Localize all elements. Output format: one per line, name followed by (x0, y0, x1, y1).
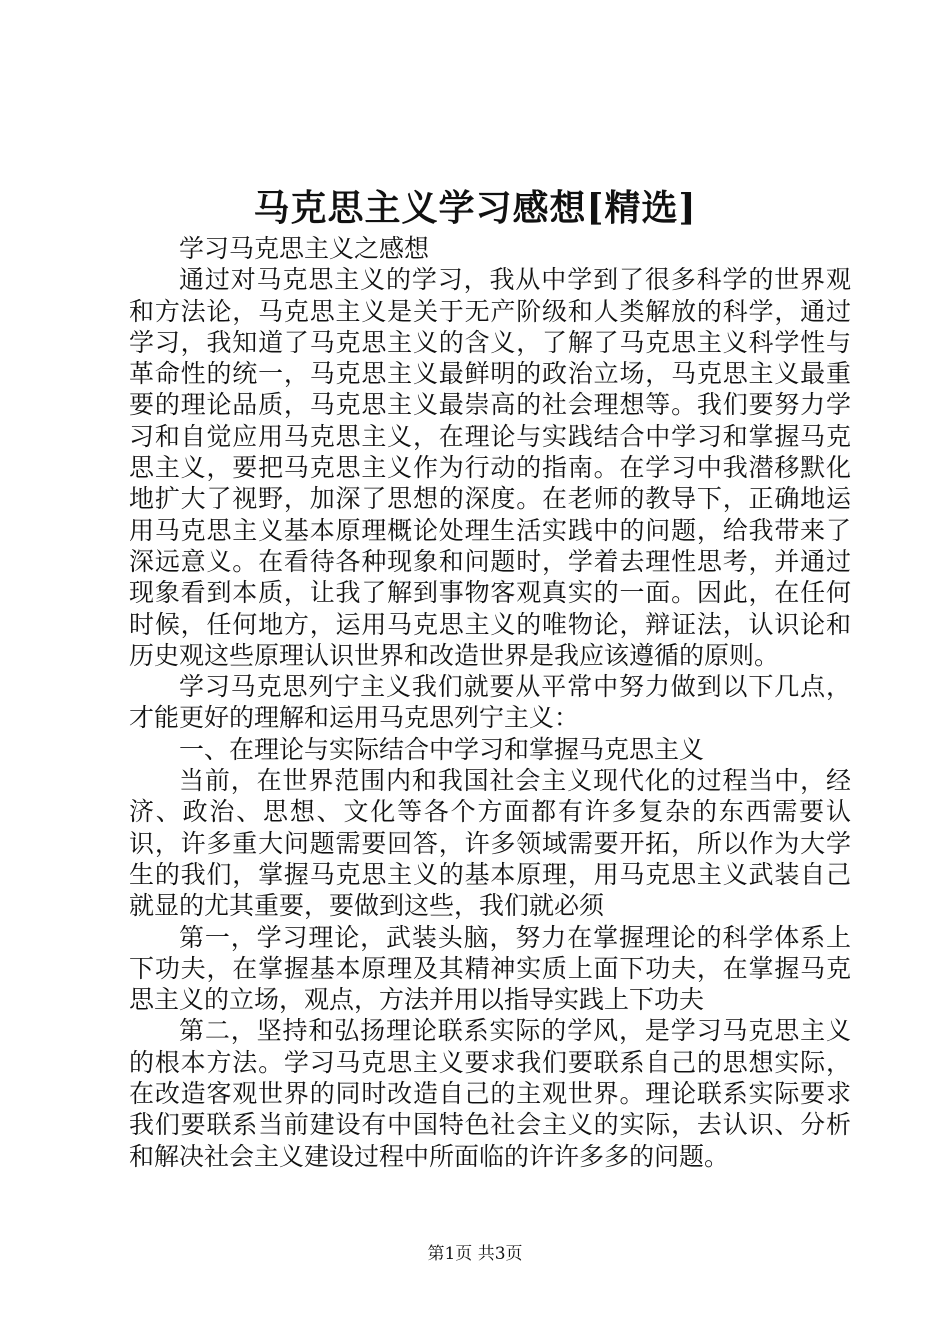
page-number-footer: 第1页 共3页 (427, 1244, 523, 1264)
paragraph: 第二，坚持和弘扬理论联系实际的学风，是学习马克思主义的根本方法。学习马克思主义要求我们要联系自己的思想实际，在改造客观世界的同时改造自己的主观世界。理论联系实际要求我们要联系当前建设有中国特色社会主义的实际，去认识、分析和解决社会主义建设过程中所面临的许许多多的问题。 (129, 1016, 851, 1171)
paragraph: 当前，在世界范围内和我国社会主义现代化的过程当中，经济、政治、思想、文化等各个方面都有许多复杂的东西需要认识，许多重大问题需要回答，许多领域需要开拓，所以作为大学生的我们，掌握马克思主义的基本原理，用马克思主义武装自己就显的尤其重要，要做到这些，我们就必须 (129, 766, 851, 921)
paragraph: 第一，学习理论，武装头脑，努力在掌握理论的科学体系上下功夫，在掌握基本原理及其精神实质上面下功夫，在掌握马克思主义的立场，观点，方法并用以指导实践上下功夫 (129, 922, 851, 1015)
paragraph: 学习马克思列宁主义我们就要从平常中努力做到以下几点，才能更好的理解和运用马克思列宁主义： (129, 672, 851, 733)
section-heading: 一、在理论与实际结合中学习和掌握马克思主义 (179, 734, 705, 764)
paragraph: 通过对马克思主义的学习，我从中学到了很多科学的世界观和方法论，马克思主义是关于无产阶级和人类解放的科学，通过学习，我知道了马克思主义的含义，了解了马克思主义科学性与革命性的统一，马克思主义最鲜明的政治立场，马克思主义最重要的理论品质，马克思主义最崇高的社会理想等。我们要努力学习和自觉应用马克思主义，在理论与实践结合中学习和掌握马克思主义，要把马克思主义作为行动的指南。在学习中我潜移默化地扩大了视野，加深了思想的深度。在老师的教导下，正确地运用马克思主义基本原理概论处理生活实践中的问题，给我带来了深远意义。在看待各种现象和问题时，学着去理性思考，并通过现象看到本质，让我了解到事物客观真实的一面。因此，在任何时候，任何地方，运用马克思主义的唯物论，辩证法，认识论和历史观这些原理认识世界和改造世界是我应该遵循的原则。 (129, 265, 851, 670)
document-body (129, 233, 851, 1172)
paragraph-subtitle: 学习马克思主义之感想 (179, 234, 430, 263)
document-title: 马克思主义学习感想[精选] (253, 187, 697, 229)
